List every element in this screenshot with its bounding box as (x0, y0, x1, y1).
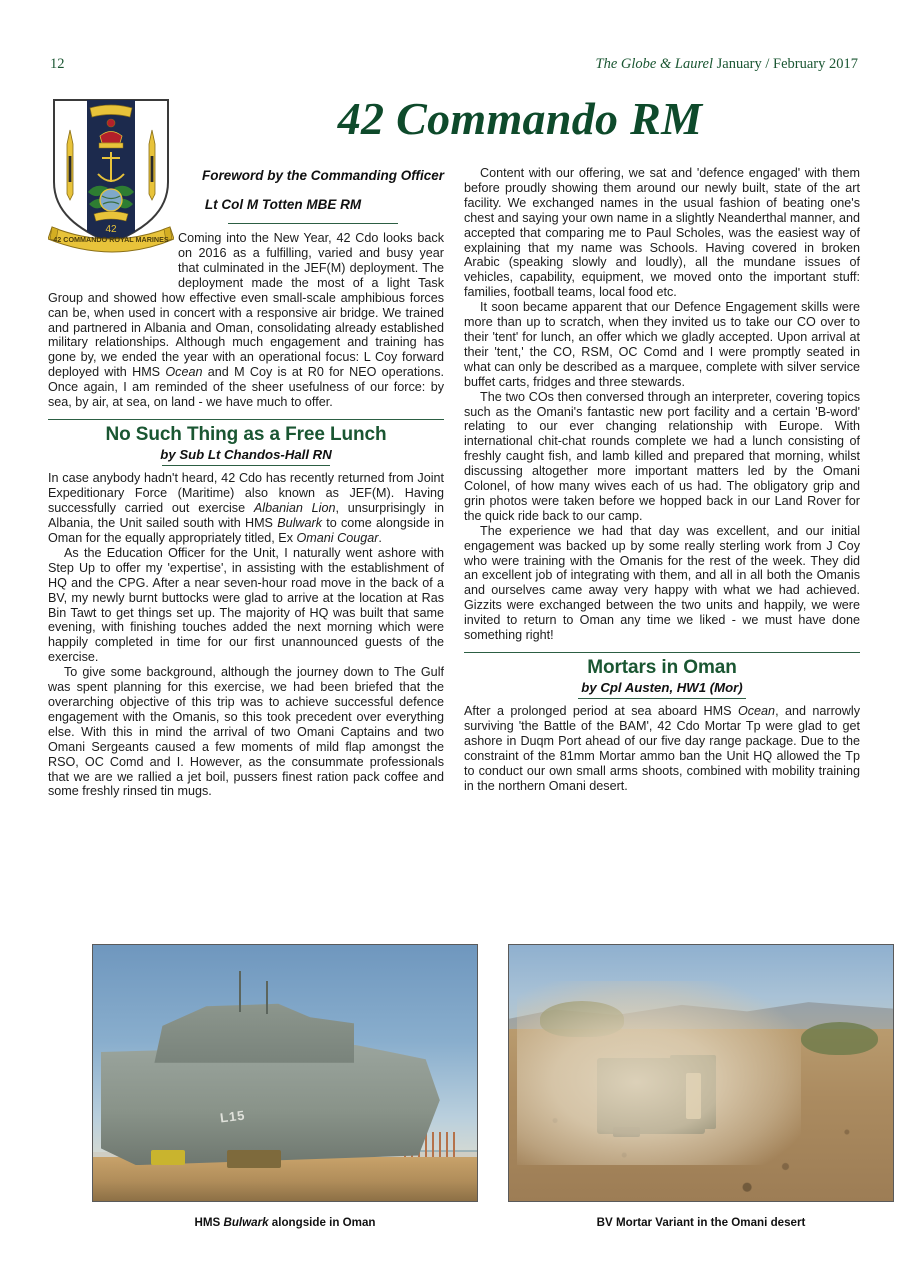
caption-hms-bulwark (92, 1216, 478, 1229)
article-one-paragraph-4: Content with our offering, we sat and 'defence engaged' with them before proudly showing them around our newly built, state of the art facility. We exchanged names in the usual fashion of beating one's chest and saying your own name in a slightly Neanderthal manner, and accepted that comparing me to Paul Scholes, was the easiest way of explaining that my name was Schools. Having covered in broken Arabic (speaking slowly and loudly), all the mundane issues of vehicles, capability, equipment, we moved onto the important stuff: families, football teams, local food etc. (464, 166, 860, 300)
photo1-ship-hull (101, 1045, 454, 1165)
heading-rule-bottom (162, 465, 330, 466)
foreword-rule (228, 223, 398, 224)
caption-bv-mortar (508, 1216, 894, 1229)
crest-unit-number: 42 (105, 224, 117, 235)
article-one-paragraph-2: As the Education Officer for the Unit, I naturally went ashore with Step Up to offer my 'expertise', in assisting with the establishment of HQ and the CPG. After a near seven-hour road move in the back of a BV, my newly burnt buttocks were glad to arrive at the location at Ras Bin Tawt to get things set up. The majority of HQ was built that same evening, with finishing touches added the next morning which were happily completed in time for our first unannounced guests of the exercise. (48, 545, 444, 665)
figure-hms-bulwark (92, 944, 478, 1229)
photo1-pennant-number: L15 (218, 1107, 246, 1126)
caption2-suffix: BV Mortar Variant in the Omani desert (596, 1216, 806, 1229)
article-one-paragraph-6: The two COs then conversed through an interpreter, covering topics such as the Omani's fantastic new port facility and a certain 'B-word' relating to our ever changing relationship with Europe. With international chit-chat rounds complete we had a lunch consisting of freshly caught fish, and lamb killed and prepared that morning, whilst discussing altogether more important matters led by the Omani Colonel, of how many wives each of us had. The obligatory grip and grin photos were taken before we hopped back in our Land Rover for the quick ride back to our camp. (464, 389, 860, 523)
article-one-heading: No Such Thing as a Free Lunch (105, 424, 387, 445)
caption1-prefix: HMS (194, 1216, 224, 1229)
photo1-dockside-vehicle-tan (227, 1150, 281, 1168)
photo2-dust-cloud (517, 981, 801, 1165)
figure-bv-mortar (508, 944, 894, 1229)
article-one-paragraph-5: It soon became apparent that our Defence Engagement skills were more than up to scratch, when they invited us to take our CO over to their 'tent' for lunch, an offer which we gladly accepted. Upon arrival at their 'tent,' the CO, RSM, OC Comd and I were promptly seated in what can only be described as a marquee, complete with silver service buffet carts, fridges and three stewards. (464, 300, 860, 389)
caption1-suffix: alongside in Oman (268, 1216, 376, 1229)
heading-rule-top (48, 419, 444, 420)
section-heading-mortars (464, 652, 860, 699)
section-heading-free-lunch (48, 419, 444, 466)
foreword-header (48, 166, 444, 214)
heading-rule-bottom-2 (578, 698, 746, 699)
photo-hms-bulwark (92, 944, 478, 1202)
heading-rule-top-2 (464, 652, 860, 653)
photo-bv-mortar (508, 944, 894, 1202)
column-left (48, 166, 444, 799)
photo1-dockside-vehicle-yellow (151, 1150, 186, 1165)
article-two-byline: by Cpl Austen, HW1 (Mor) (581, 680, 743, 696)
foreword-officer: Lt Col M Totten MBE RM (204, 196, 362, 212)
foreword-text: Coming into the New Year, 42 Cdo looks back on 2016 as a fulfilling, varied and busy year that culminated in the JEF(M) deployment. The deployment made the most of a light Task Group and showed how effective even small-scale amphibious forces can be, when used in concert with a responsive air bridge. We trained and partnered in Albania and Oman, consolidating already established military relationships. Although much engagement and training has gone by, we ended the year with an operational focus: L Coy forward deployed with HMS Ocean and M Coy is at R0 for NEO operations. Once again, I am reminded of the sheer usefulness of our force: by sea, by air, at sea, on land - we have much to offer. (48, 231, 444, 410)
article-two-paragraph-1: After a prolonged period at sea aboard HMS Ocean, and narrowly surviving 'the Battle of the BAM', 42 Cdo Mortar Tp were glad to get ashore in Duqm Port ahead of our five day range package. Due to the constraint of the 81mm Mortar ammo ban the Unit HQ allowed the Tp to conduct our own small arms shoots, combined with mobility training in the northern Omani desert. (464, 704, 860, 793)
photo2-acacia-right (801, 1022, 878, 1055)
article-one-paragraph-1: In case anybody hadn't heard, 42 Cdo has recently returned from Joint Expeditionary Force (Maritime) also known as JEF(M). Having successfully carried out exercise Albanian Lion, unsurprisingly in Albania, the Unit sailed south with HMS Bulwark to come alongside in Oman for the equally appropriately titled, Ex Omani Cougar. (48, 471, 445, 546)
magazine-masthead: The Globe & Laurel (595, 56, 717, 72)
running-head (50, 56, 858, 76)
page-title-block (180, 95, 860, 143)
page-title: 42 Commando RM (337, 93, 703, 144)
column-right (464, 166, 860, 794)
photo1-mast (239, 971, 241, 1012)
crest-scroll-text: 42 COMMANDO ROYAL MARINES (53, 235, 169, 244)
article-one-paragraph-3: To give some background, although the journey down to The Gulf was spent planning for this exercise, we had been briefed that the overarching objective of this trip was to achieve successful defence engagement with the Omanis, so this took precedent over everything else. With this in mind the arrival of two Omani Captains and two Omani Sergeants caused a few moments of mild flap amongst the RSO, OC Comd and I. However, as the consummate professionals that we are we rallied a jet boil, pussers finest ration pack coffee and some freshly rinsed tin mugs. (48, 665, 444, 799)
article-one-byline: by Sub Lt Chandos-Hall RN (160, 447, 332, 463)
foreword-label: Foreword by the Commanding Officer (201, 168, 444, 183)
caption1-ship-name: Bulwark (223, 1216, 269, 1229)
crest-text-wrap (48, 231, 178, 287)
photo1-mast-secondary (266, 981, 268, 1014)
foreword-paragraph (48, 231, 444, 410)
page-number: 12 (50, 56, 65, 72)
article-two-heading: Mortars in Oman (587, 657, 737, 678)
issue-date: January / February 2017 (716, 56, 858, 72)
article-one-paragraph-7: The experience we had that day was excellent, and our initial engagement was backed up by some really sterling work from J Coy who were training with the Omanis for the rest of the week. They did an excellent job of integrating with them, and all in all both the Omanis and ourselves came away very happy with what we had achieved. Gizzits were exchanged between the two units and happily, we were invited to return to Oman any time we liked - we must have done something right! (464, 523, 860, 643)
masthead-line (596, 56, 858, 73)
